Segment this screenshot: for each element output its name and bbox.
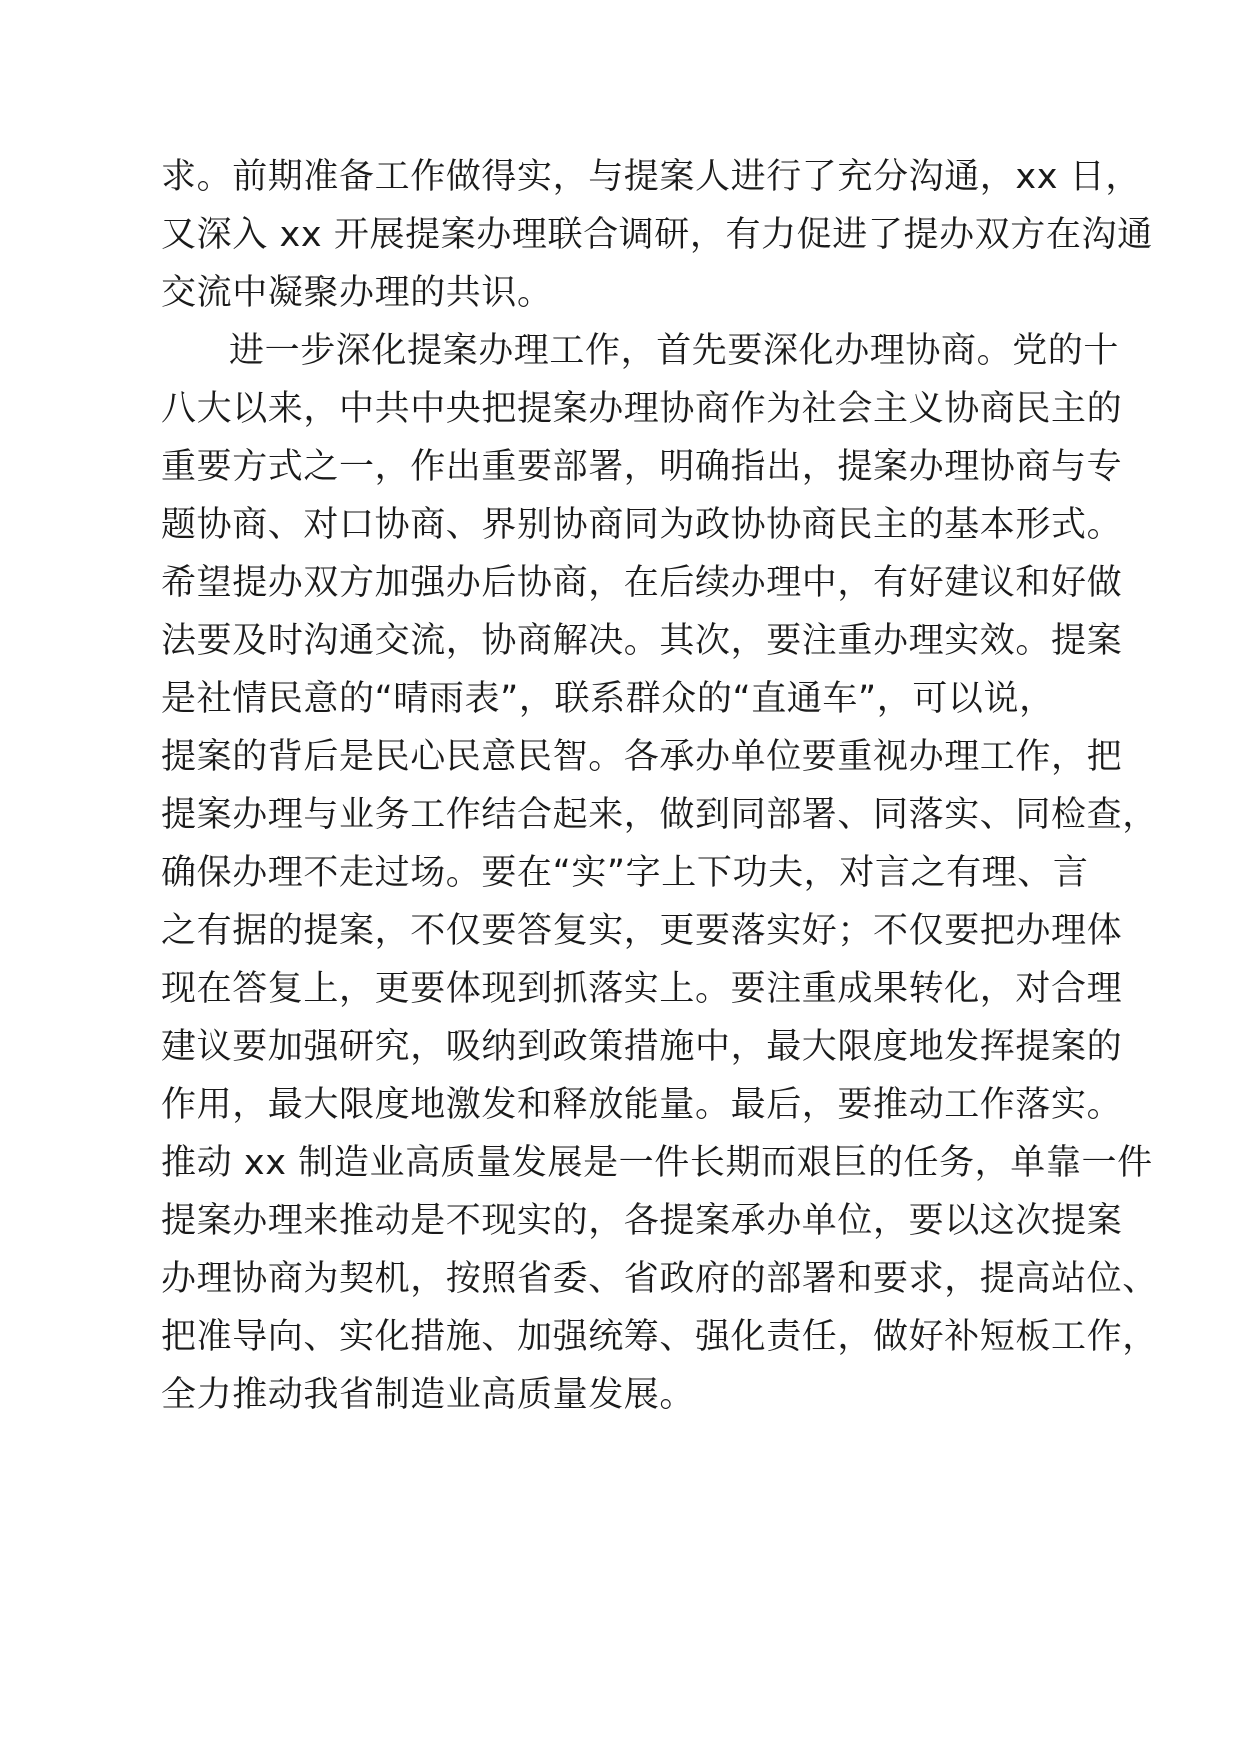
text-line: 法要及时沟通交流，协商解决。其次，要注重办理实效。提案 bbox=[161, 621, 1123, 661]
text-line: 提案办理与业务工作结合起来，做到同部署、同落实、同检查， bbox=[161, 795, 1158, 835]
text-line: 交流中凝聚办理的共识。 bbox=[161, 273, 553, 313]
text-line: 求。前期准备工作做得实，与提案人进行了充分沟通，xx 日， bbox=[161, 157, 1141, 197]
text-line: 作用，最大限度地激发和释放能量。最后，要推动工作落实。 bbox=[161, 1085, 1123, 1125]
text-line: 题协商、对口协商、界别协商同为政协协商民主的基本形式。 bbox=[161, 505, 1123, 545]
text-line: 现在答复上，更要体现到抓落实上。要注重成果转化，对合理 bbox=[161, 969, 1123, 1009]
text-line: 又深入 xx 开展提案办理联合调研，有力促进了提办双方在沟通 bbox=[161, 215, 1153, 255]
text-line: 确保办理不走过场。要在“实”字上下功夫，对言之有理、言 bbox=[161, 853, 1089, 893]
text-line: 提案办理来推动是不现实的，各提案承办单位，要以这次提案 bbox=[161, 1201, 1123, 1241]
text-line: 是社情民意的“晴雨表”，联系群众的“直通车”，可以说， bbox=[161, 679, 1055, 719]
text-line: 提案的背后是民心民意民智。各承办单位要重视办理工作，把 bbox=[161, 737, 1123, 777]
paragraph-start-line: 进一步深化提案办理工作，首先要深化办理协商。党的十 bbox=[229, 331, 1120, 371]
text-line: 推动 xx 制造业高质量发展是一件长期而艰巨的任务，单靠一件 bbox=[161, 1143, 1153, 1183]
text-line: 重要方式之一，作出重要部署，明确指出，提案办理协商与专 bbox=[161, 447, 1123, 487]
text-line: 建议要加强研究，吸纳到政策措施中，最大限度地发挥提案的 bbox=[161, 1027, 1123, 1067]
text-line: 希望提办双方加强办后协商，在后续办理中，有好建议和好做 bbox=[161, 563, 1123, 603]
text-line: 八大以来，中共中央把提案办理协商作为社会主义协商民主的 bbox=[161, 389, 1123, 429]
text-line: 全力推动我省制造业高质量发展。 bbox=[161, 1375, 696, 1415]
text-line: 把准导向、实化措施、加强统筹、强化责任，做好补短板工作， bbox=[161, 1317, 1158, 1357]
text-line: 办理协商为契机，按照省委、省政府的部署和要求，提高站位、 bbox=[161, 1259, 1158, 1299]
text-line: 之有据的提案，不仅要答复实，更要落实好；不仅要把办理体 bbox=[161, 911, 1123, 951]
